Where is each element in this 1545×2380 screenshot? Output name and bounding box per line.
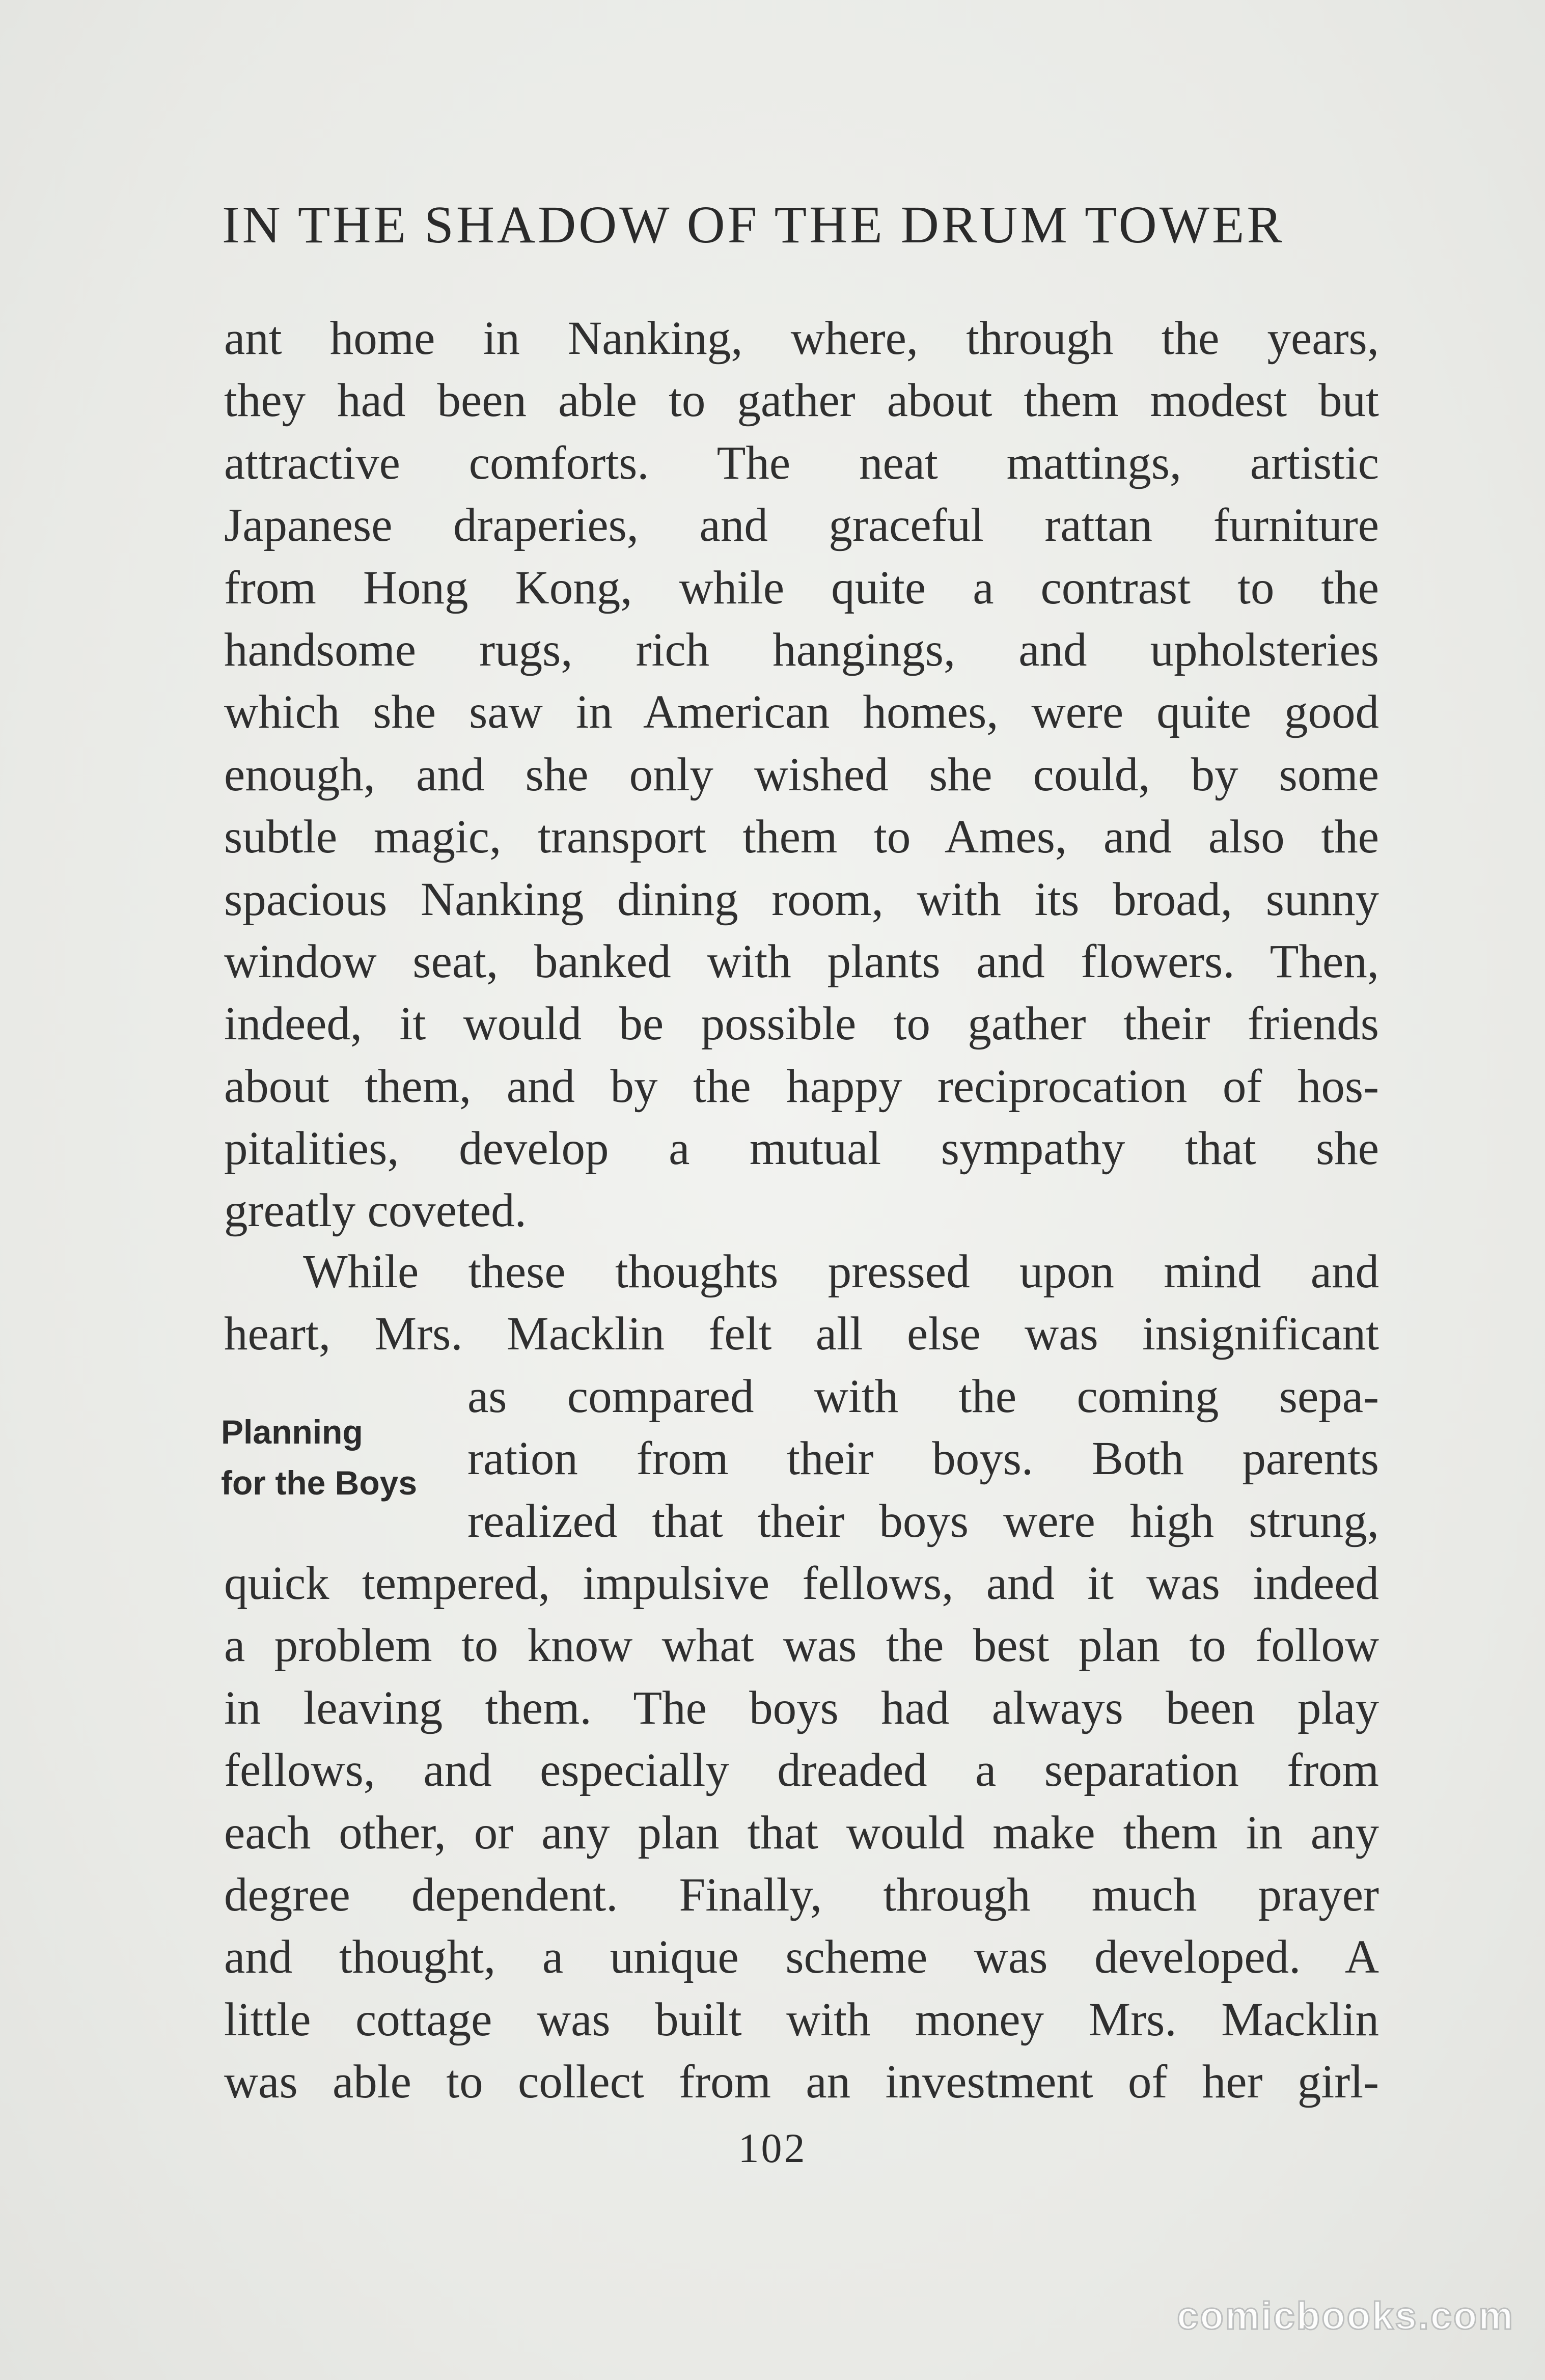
- text-line: fellows, and especially dreaded a separation from: [224, 1744, 1379, 1797]
- watermark: comicbooks.com: [1177, 2294, 1514, 2338]
- text-line: While these thoughts pressed upon mind and: [303, 1246, 1379, 1298]
- text-line: greatly coveted.: [224, 1184, 527, 1237]
- margin-note: [221, 1406, 417, 1508]
- text-line: indeed, it would be possible to gather their friends: [224, 998, 1379, 1050]
- text-line: little cottage was built with money Mrs. Macklin: [224, 1993, 1379, 2046]
- text-line: they had been able to gather about them modest but: [224, 374, 1379, 427]
- text-line: which she saw in American homes, were quite good: [224, 686, 1379, 739]
- page-number: 102: [738, 2125, 807, 2171]
- text-line: from Hong Kong, while quite a contrast to the: [224, 561, 1379, 614]
- text-line: realized that their boys were high strung,: [467, 1495, 1379, 1547]
- paragraph-1: [224, 308, 1379, 1242]
- text-line: a problem to know what was the best plan to follow: [224, 1619, 1379, 1672]
- text-line: quick tempered, impulsive fellows, and it was indeed: [224, 1557, 1379, 1610]
- text-line: was able to collect from an investment of her girl-: [224, 2056, 1379, 2109]
- paragraph-2: [224, 1241, 1379, 2113]
- margin-note-line: for the Boys: [221, 1464, 418, 1502]
- text-line: subtle magic, transport them to Ames, and also the: [224, 811, 1379, 864]
- text-line: pitalities, develop a mutual sympathy that she: [224, 1122, 1379, 1175]
- running-head: IN THE SHADOW OF THE DRUM TOWER: [222, 196, 1285, 254]
- text-line: ration from their boys. Both parents: [467, 1432, 1379, 1485]
- text-line: degree dependent. Finally, through much prayer: [224, 1868, 1379, 1921]
- margin-note-line: Planning: [221, 1413, 363, 1451]
- text-line: and thought, a unique scheme was developed. A: [224, 1931, 1379, 1984]
- text-line: about them, and by the happy reciprocation of hos-: [224, 1060, 1379, 1113]
- text-line: enough, and she only wished she could, by some: [224, 748, 1379, 801]
- text-line: as compared with the coming sepa-: [467, 1370, 1379, 1423]
- text-line: window seat, banked with plants and flowers. Then,: [224, 935, 1379, 988]
- text-line: ant home in Nanking, where, through the years,: [224, 312, 1379, 365]
- text-line: attractive comforts. The neat mattings, artistic: [224, 436, 1379, 489]
- text-line: Japanese draperies, and graceful rattan furniture: [224, 499, 1379, 552]
- text-line: each other, or any plan that would make them in any: [224, 1806, 1379, 1859]
- text-line: handsome rugs, rich hangings, and upholsteries: [224, 623, 1379, 676]
- text-line: in leaving them. The boys had always been play: [224, 1681, 1379, 1734]
- text-line: heart, Mrs. Macklin felt all else was insignificant: [224, 1308, 1379, 1361]
- text-line: spacious Nanking dining room, with its broad, sunny: [224, 873, 1379, 926]
